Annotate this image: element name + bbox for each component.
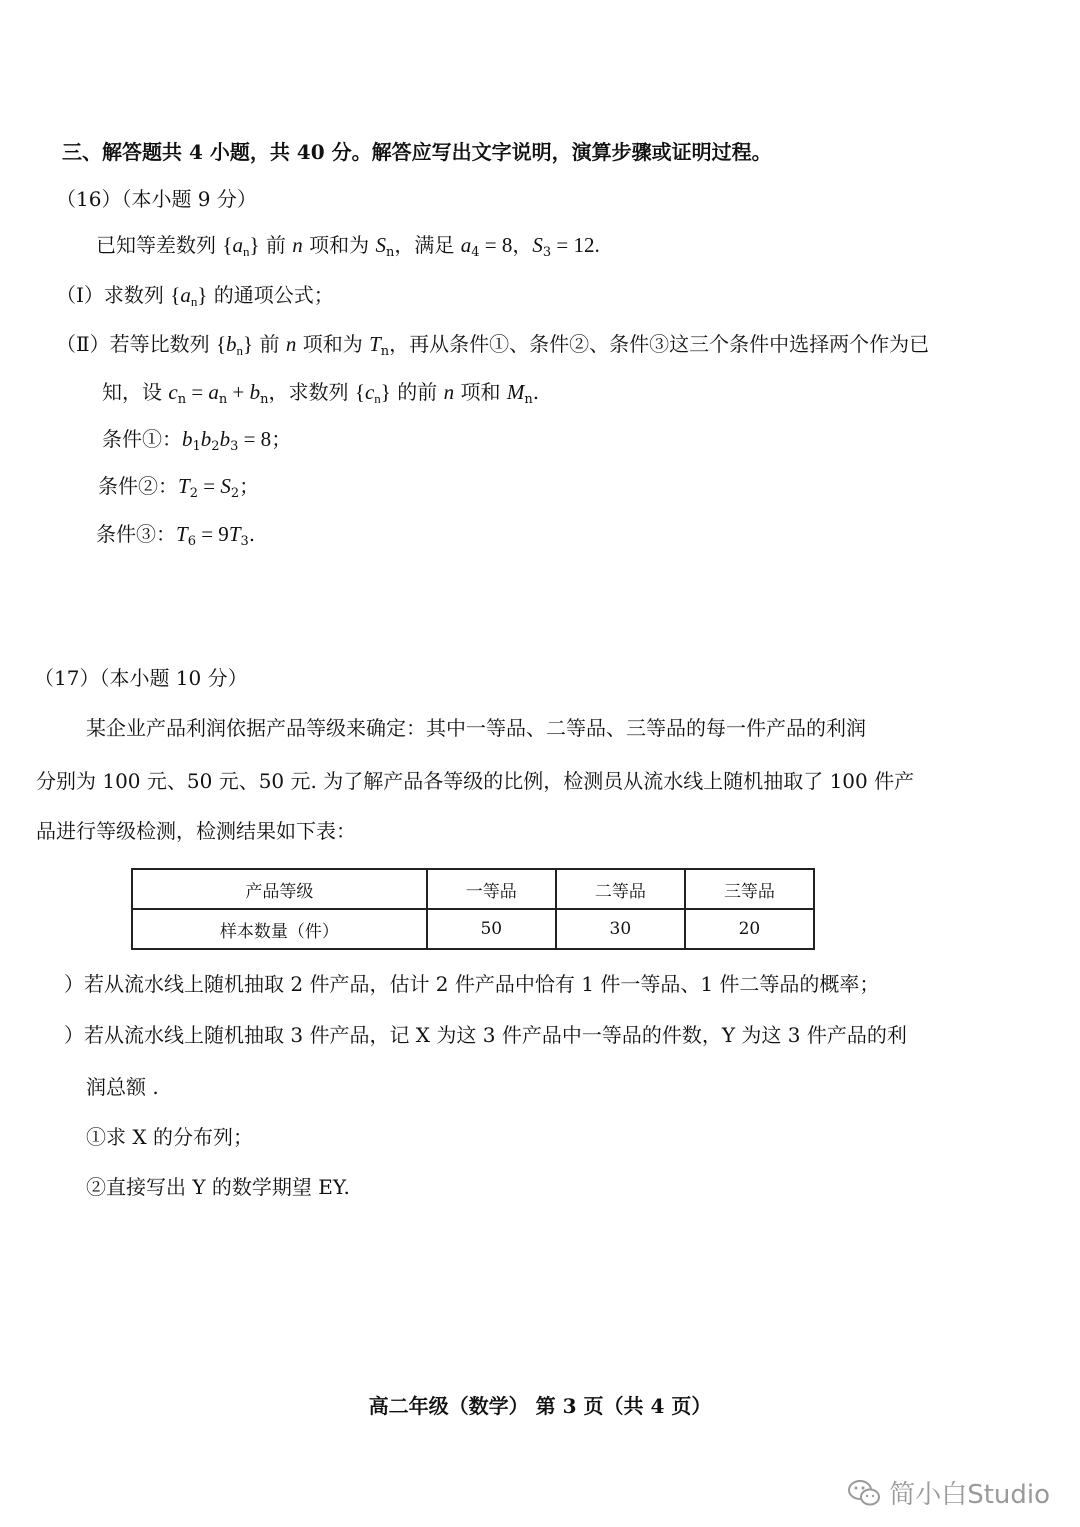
q17-part2-cont: 润总额 . [86,1075,159,1099]
q17-sub-2: ②直接写出 Y 的数学期望 EY. [86,1175,350,1199]
table-row [132,909,814,949]
q16-part1-label: （Ⅰ） [56,283,104,307]
q17-part2: ）若从流水线上随机抽取 3 件产品，记 X 为这 3 件产品中一等品的件数，Y 为这 3 件产品的利 [64,1023,907,1047]
table-cell: 20 [685,909,814,949]
wechat-icon [847,1479,881,1507]
section-heading: 三、解答题共 4 小题，共 40 分。解答应写出文字说明，演算步骤或证明过程。 [62,140,772,164]
table-header-cell: 产品等级 [132,869,427,909]
q16-label: （16）（本小题 9 分） [56,187,257,211]
page-footer: 高二年级（数学） 第 3 页（共 4 页） [368,1394,712,1418]
q16-part1: （Ⅰ）求数列 $\{a_n\}$ 的通项公式； [56,283,334,309]
q17-part1: ）若从流水线上随机抽取 2 件产品，估计 2 件产品中恰有 1 件一等品、1 件二等品的概率； [64,972,880,996]
table-header-cell: 二等品 [556,869,685,909]
watermark [847,1474,1050,1511]
q17-para-3: 品进行等级检测，检测结果如下表： [36,819,356,843]
q16-stem: 已知等差数列 $\{a_n\}$ 前 n 项和为 $S_n$，满足 $a_4 = 8$，$S_3 = 12$. [96,233,600,260]
table-header-cell: 三等品 [685,869,814,909]
q16-condition-2: 条件②：$T_2 = S_2$； [98,474,260,501]
grade-table [131,868,815,950]
table-cell: 样本数量（件） [132,909,427,949]
q17-sub-1: ①求 X 的分布列； [86,1125,253,1149]
table-header-row [132,869,814,909]
watermark-text: 简小白Studio [889,1480,1050,1510]
q17-para-2: 分别为 100 元、50 元、50 元. 为了解产品各等级的比例，检测员从流水线上随机抽取了 100 件产 [36,769,915,793]
q16-part2-cont: 知，设 $c_n = a_n + b_n$，求数列 $\{c_n\}$ 的前 n 项和 $M_n$. [102,380,540,407]
q17-para-1: 某企业产品利润依据产品等级来确定：其中一等品、二等品、三等品的每一件产品的利润 [86,716,866,740]
q17-label: （17）（本小题 10 分） [34,666,248,690]
q16-stem-text: 已知等差数列 [96,233,216,257]
q16-part2-label: （Ⅱ） [56,332,110,356]
q16-condition-1: 条件①：$b_1b_2b_3 = 8$； [102,427,292,454]
table-cell: 50 [427,909,556,949]
q16-part2: （Ⅱ）若等比数列 $\{b_n\}$ 前 n 项和为 $T_n$，再从条件①、条件②、条件③这三个条件中选择两个作为已 [56,332,930,359]
table-header-cell: 一等品 [427,869,556,909]
table-cell: 30 [556,909,685,949]
q16-condition-3: 条件③：$T_6 = 9T_3$. [96,522,256,549]
